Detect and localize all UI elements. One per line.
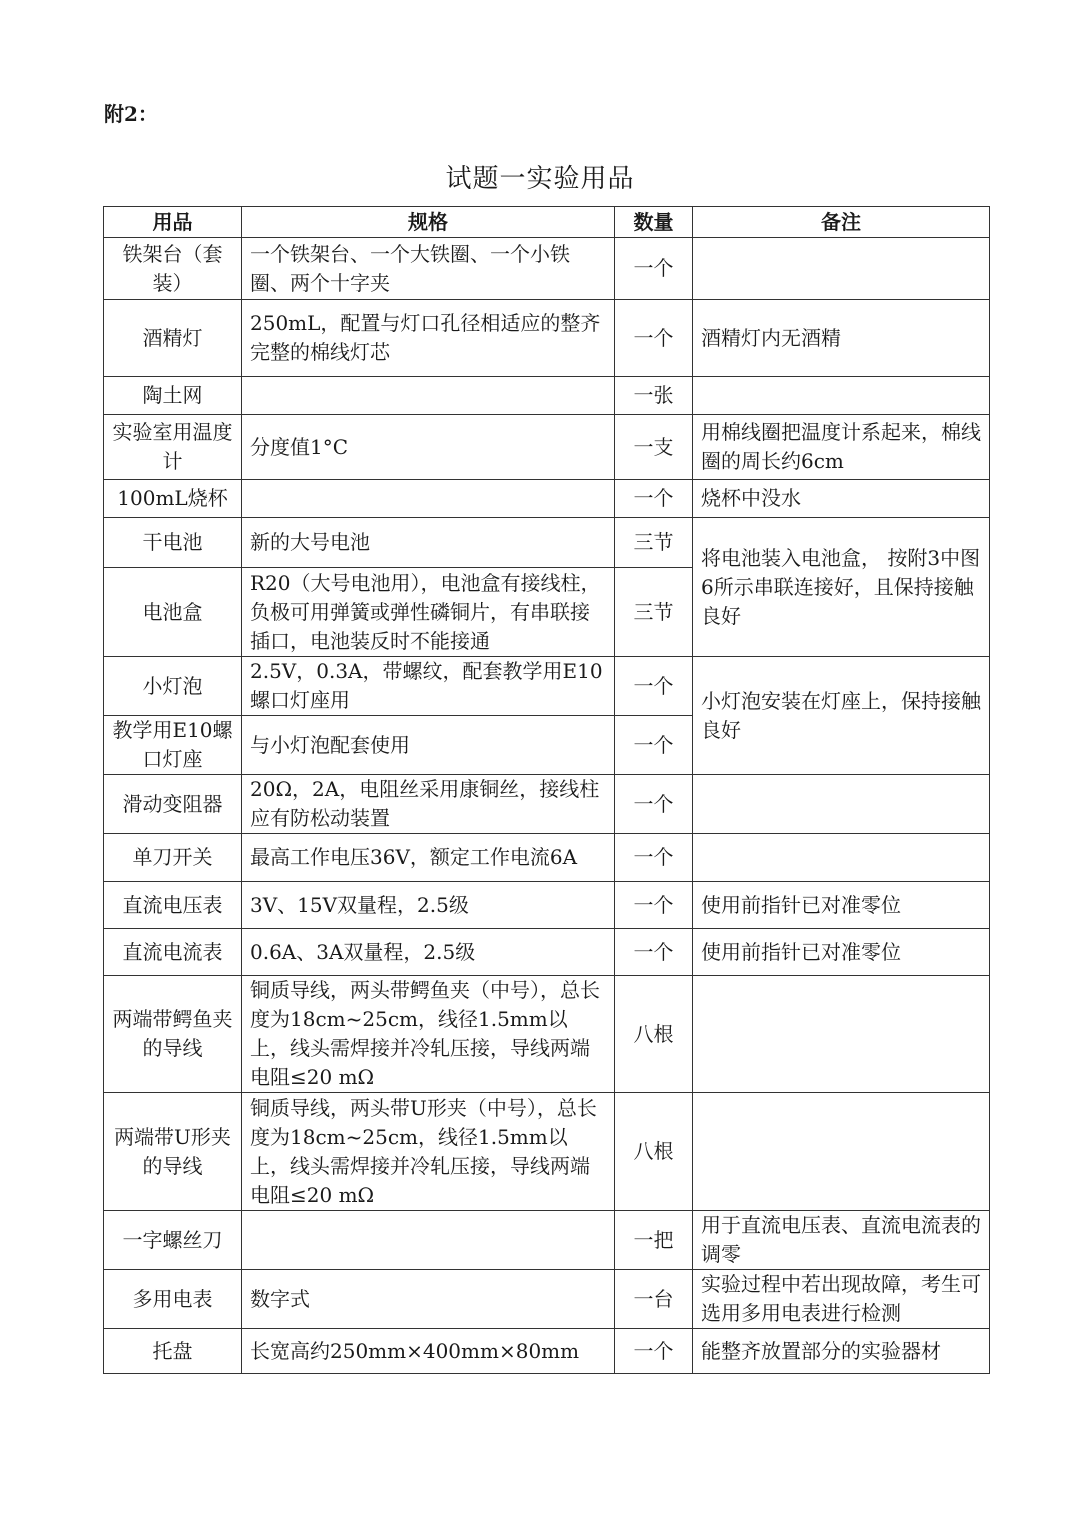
item-qty: 一个 — [615, 716, 693, 775]
item-note — [693, 377, 990, 415]
table-row — [104, 480, 990, 518]
item-note: 小灯泡安装在灯座上，保持接触良好 — [693, 657, 990, 775]
page-title: 试题一实验用品 — [445, 164, 635, 194]
header-row — [104, 207, 990, 238]
item-name: 两端带鳄鱼夹的导线 — [104, 976, 242, 1093]
item-spec — [242, 480, 615, 518]
header-qty: 数量 — [615, 207, 693, 238]
item-qty: 一个 — [615, 238, 693, 300]
item-qty: 三节 — [615, 568, 693, 657]
item-qty: 八根 — [615, 1093, 693, 1211]
item-note — [693, 976, 990, 1093]
item-name: 单刀开关 — [104, 834, 242, 882]
item-qty: 三节 — [615, 518, 693, 568]
item-name: 酒精灯 — [104, 300, 242, 377]
item-name: 托盘 — [104, 1329, 242, 1374]
item-qty: 一个 — [615, 300, 693, 377]
item-spec: 数字式 — [242, 1270, 615, 1329]
item-name: 一字螺丝刀 — [104, 1211, 242, 1270]
item-spec: 新的大号电池 — [242, 518, 615, 568]
item-spec: 20Ω，2A，电阻丝采用康铜丝，接线柱应有防松动装置 — [242, 775, 615, 834]
item-note — [693, 834, 990, 882]
item-spec: R20（大号电池用），电池盒有接线柱，负极可用弹簧或弹性磷铜片，有串联接插口，电池装反时不能接通 — [242, 568, 615, 657]
item-name: 教学用E10螺口灯座 — [104, 716, 242, 775]
item-spec: 250mL，配置与灯口孔径相适应的整齐完整的棉线灯芯 — [242, 300, 615, 377]
header-note: 备注 — [693, 207, 990, 238]
table-row — [104, 377, 990, 415]
item-note: 将电池装入电池盒， 按附3中图6所示串联连接好，且保持接触良好 — [693, 518, 990, 657]
item-qty: 一个 — [615, 834, 693, 882]
item-note — [693, 775, 990, 834]
item-name: 电池盒 — [104, 568, 242, 657]
item-note — [693, 1093, 990, 1211]
supplies-table — [103, 206, 990, 1374]
item-spec: 分度值1°C — [242, 415, 615, 480]
item-qty: 一个 — [615, 775, 693, 834]
table-row — [104, 834, 990, 882]
item-note: 实验过程中若出现故障，考生可选用多用电表进行检测 — [693, 1270, 990, 1329]
table-row — [104, 657, 990, 716]
item-name: 直流电压表 — [104, 882, 242, 929]
item-name: 陶土网 — [104, 377, 242, 415]
item-qty: 八根 — [615, 976, 693, 1093]
item-qty: 一个 — [615, 657, 693, 716]
item-spec — [242, 377, 615, 415]
item-spec: 0.6A、3A双量程，2.5级 — [242, 929, 615, 976]
header-name: 用品 — [104, 207, 242, 238]
item-qty: 一把 — [615, 1211, 693, 1270]
item-spec: 铜质导线，两头带U形夹（中号），总长度为18cm~25cm，线径1.5mm以上，线头需焊接并冷轧压接，导线两端电阻≤20 mΩ — [242, 1093, 615, 1211]
item-spec — [242, 1211, 615, 1270]
item-spec: 3V、15V双量程，2.5级 — [242, 882, 615, 929]
table-row — [104, 300, 990, 377]
table-row — [104, 415, 990, 480]
item-name: 滑动变阻器 — [104, 775, 242, 834]
item-note — [693, 238, 990, 300]
item-name: 小灯泡 — [104, 657, 242, 716]
item-qty: 一张 — [615, 377, 693, 415]
item-note: 能整齐放置部分的实验器材 — [693, 1329, 990, 1374]
table-row — [104, 929, 990, 976]
item-name: 干电池 — [104, 518, 242, 568]
table-row — [104, 1270, 990, 1329]
table-row — [104, 518, 990, 568]
item-name: 两端带U形夹的导线 — [104, 1093, 242, 1211]
item-note: 用于直流电压表、直流电流表的调零 — [693, 1211, 990, 1270]
item-name: 100mL烧杯 — [104, 480, 242, 518]
item-note: 酒精灯内无酒精 — [693, 300, 990, 377]
item-name: 直流电流表 — [104, 929, 242, 976]
table-row — [104, 976, 990, 1093]
item-spec: 最高工作电压36V，额定工作电流6A — [242, 834, 615, 882]
item-qty: 一个 — [615, 480, 693, 518]
item-qty: 一支 — [615, 415, 693, 480]
item-spec: 一个铁架台、一个大铁圈、一个小铁圈、两个十字夹 — [242, 238, 615, 300]
table-row — [104, 775, 990, 834]
item-spec: 长宽高约250mm×400mm×80mm — [242, 1329, 615, 1374]
table-row — [104, 1093, 990, 1211]
item-qty: 一台 — [615, 1270, 693, 1329]
item-note: 烧杯中没水 — [693, 480, 990, 518]
table-row — [104, 1329, 990, 1374]
appendix-label: 附2： — [104, 102, 158, 126]
item-spec: 铜质导线，两头带鳄鱼夹（中号），总长度为18cm~25cm，线径1.5mm以上，线头需焊接并冷轧压接，导线两端电阻≤20 mΩ — [242, 976, 615, 1093]
item-spec: 2.5V，0.3A，带螺纹，配套教学用E10螺口灯座用 — [242, 657, 615, 716]
table-row — [104, 238, 990, 300]
item-note: 用棉线圈把温度计系起来，棉线圈的周长约6cm — [693, 415, 990, 480]
table-row — [104, 1211, 990, 1270]
item-spec: 与小灯泡配套使用 — [242, 716, 615, 775]
table-row — [104, 882, 990, 929]
item-qty: 一个 — [615, 929, 693, 976]
item-note: 使用前指针已对准零位 — [693, 882, 990, 929]
item-qty: 一个 — [615, 1329, 693, 1374]
item-qty: 一个 — [615, 882, 693, 929]
header-spec: 规格 — [242, 207, 615, 238]
item-name: 实验室用温度计 — [104, 415, 242, 480]
item-name: 多用电表 — [104, 1270, 242, 1329]
item-note: 使用前指针已对准零位 — [693, 929, 990, 976]
item-name: 铁架台（套装） — [104, 238, 242, 300]
